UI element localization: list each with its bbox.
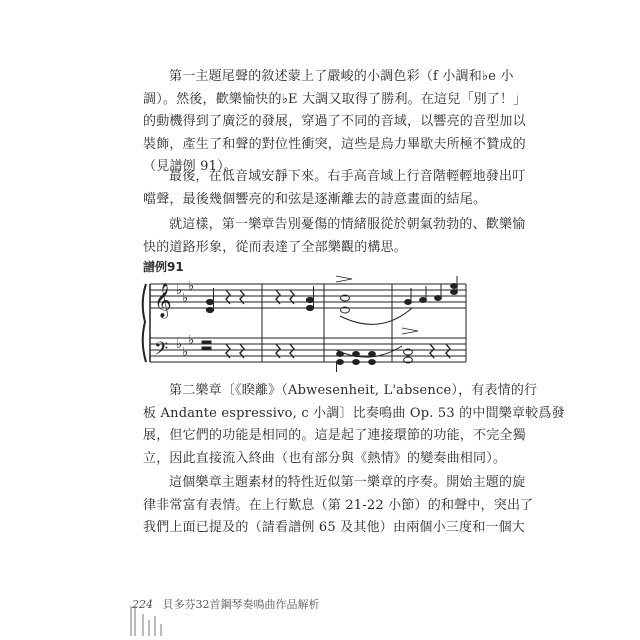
treble-clef-icon: 𝄞 [154,283,172,318]
text-line: （見譜例 91）。 [143,159,237,174]
paragraph-5 [143,472,534,540]
note-head [206,299,213,304]
text-line: 裝飾，產生了和聲的對位性衝突，這些是烏力畢歇夫所極不贊成的 [143,136,526,152]
note-head [435,296,442,301]
note-head [369,352,376,357]
text-line: 板 Andante espressivo, c 小調〕比奏鳴曲 Op. 53 的中間樂章較爲發 [143,405,565,421]
music-score [140,272,480,372]
bass-chord [202,341,211,344]
flat-icon: ♭ [188,333,195,348]
text-line: 調）。然後，歡樂愉快的♭E 大調又取得了勝利。在這兒「別了！」 [143,91,527,107]
paragraph-4 [143,380,565,470]
note-head [369,360,376,365]
paragraph-2 [143,166,526,211]
flat-icon: ♭ [176,283,183,298]
text-line: 快的道路形象，從而表達了全部樂觀的構思。 [143,239,408,255]
text-line: 立，因此直接流入終曲（也有部分與《熱情》的變奏曲相同）。 [143,450,507,466]
note-head [405,300,412,305]
text-line: 我們上面已提及的（請看譜例 65 及其他）由兩個小三度和一個大 [143,520,526,535]
page-number: 224 [132,598,153,611]
paragraph-3 [143,214,526,259]
note-head [306,297,313,302]
text-line: 的動機得到了廣泛的發展，穿過了不同的音域，以響亮的音型加以 [143,114,526,129]
note-head [451,284,458,289]
note-head [306,305,313,310]
flat-icon: ♭ [188,279,195,294]
note-head [337,360,344,365]
flat-icon: ♭ [182,291,189,306]
note-head [420,298,427,303]
paragraph-1 [143,66,527,179]
note-head [206,307,213,312]
note-head [451,290,458,295]
bass-clef-icon: 𝄢 [154,339,169,364]
note-head [337,352,344,357]
note-head [353,360,360,365]
example-label: 譜例91 [143,260,184,274]
text-line: 律非常富有表情。在上行歎息（第 21-22 小節）的和聲中，突出了 [143,497,534,513]
flat-icon: ♭ [182,345,189,360]
text-line: 噹聲，最後幾個響亮的和弦是逐漸離去的詩意畫面的結尾。 [143,191,487,207]
text-line: 第二樂章〔《睽離》（Abwesenheit, L'absence），有表情的行 [169,383,538,398]
text-line: 展，但它們的功能是相同的。這是起了連接環節的功能，不完全獨 [143,428,526,443]
text-line: 最後，在低音域安靜下來。右手高音域上行音階輕輕地發出叮 [169,169,526,184]
text-line: 就這樣，第一樂章告別憂傷的情緒服從於朝氣勃勃的、歡樂愉 [169,217,526,232]
note-head [353,352,360,357]
book-title: 貝多芬32首鋼琴奏鳴曲作品解析 [162,598,320,611]
bass-chord [202,347,211,350]
decorative-lines-icon [125,606,185,636]
flat-icon: ♭ [176,337,183,352]
text-line: 第一主題尾聲的敘述蒙上了嚴峻的小調色彩（f 小調和♭e 小 [169,69,514,84]
text-line: 這個樂章主題素材的特性近似第一樂章的序奏。開始主題的旋 [169,475,526,490]
